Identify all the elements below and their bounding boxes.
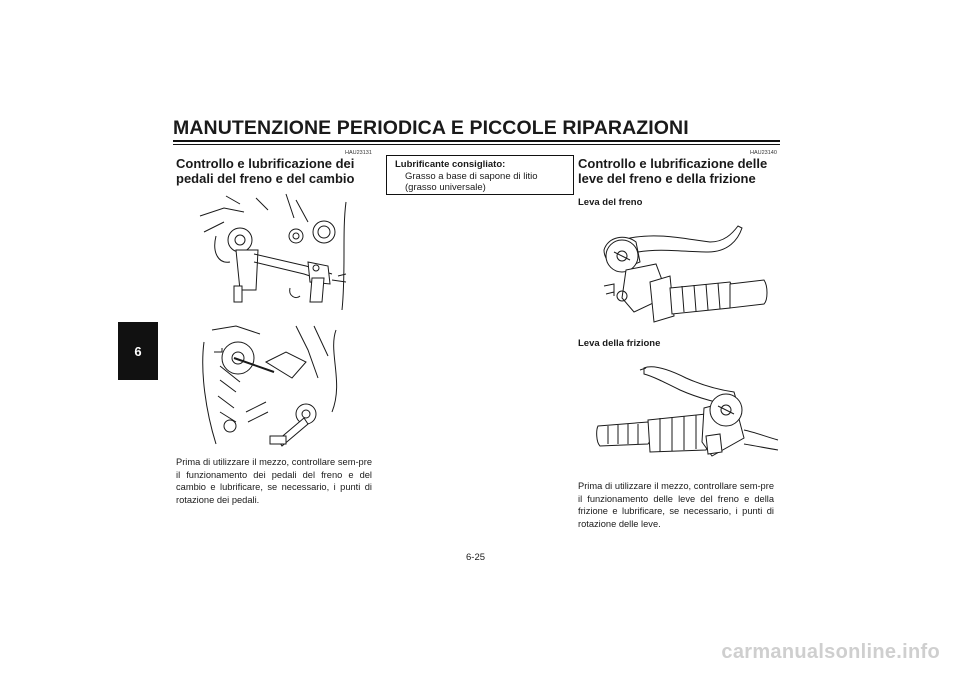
section-heading-pedals <box>176 156 354 186</box>
brake-lever-illustration <box>600 218 780 330</box>
clutch-lever-illustration <box>594 360 780 470</box>
clutch-lever-label: Leva della frizione <box>578 338 661 349</box>
page-number: 6-25 <box>466 552 486 563</box>
pedals-body-text: Prima di utilizzare il mezzo, controllare sem-pre il funzionamento dei pedali del freno e del cambio e lubrificare, se necessario, i punti di rotazione dei pedali. <box>176 457 372 506</box>
levers-body-text: Prima di utilizzare il mezzo, controllare sem-pre il funzionamento delle leve del freno e della frizione e lubrificare, se necessario, i punti di rotazione delle leve. <box>578 481 774 530</box>
header-rule-thin <box>173 144 780 145</box>
heading-line-2: leve del freno e della frizione <box>578 171 756 186</box>
brake-pedal-illustration <box>196 192 356 314</box>
header-rule <box>173 140 780 142</box>
heading-line-2: pedali del freno e del cambio <box>176 171 355 186</box>
brake-lever-label: Leva del freno <box>578 197 643 208</box>
section-code-left: HAU23131 <box>345 150 372 156</box>
heading-line-1: Controllo e lubrificazione dei <box>176 156 355 171</box>
lubricant-box-title: Lubrificante consigliato: <box>395 159 506 170</box>
page-header-title: MANUTENZIONE PERIODICA E PICCOLE RIPARAZIONI <box>173 117 689 139</box>
section-code-right: HAU23140 <box>750 150 777 156</box>
watermark[interactable]: carmanualsonline.info <box>721 641 940 663</box>
chapter-tab[interactable]: 6 <box>118 322 158 380</box>
lubricant-box-line-2: (grasso universale) <box>405 182 486 193</box>
shift-pedal-illustration <box>196 322 356 450</box>
heading-line-1: Controllo e lubrificazione delle <box>578 156 768 171</box>
section-heading-levers <box>578 156 767 186</box>
recommended-lubricant-box <box>386 155 574 195</box>
lubricant-box-line-1: Grasso a base di sapone di litio <box>405 170 538 182</box>
